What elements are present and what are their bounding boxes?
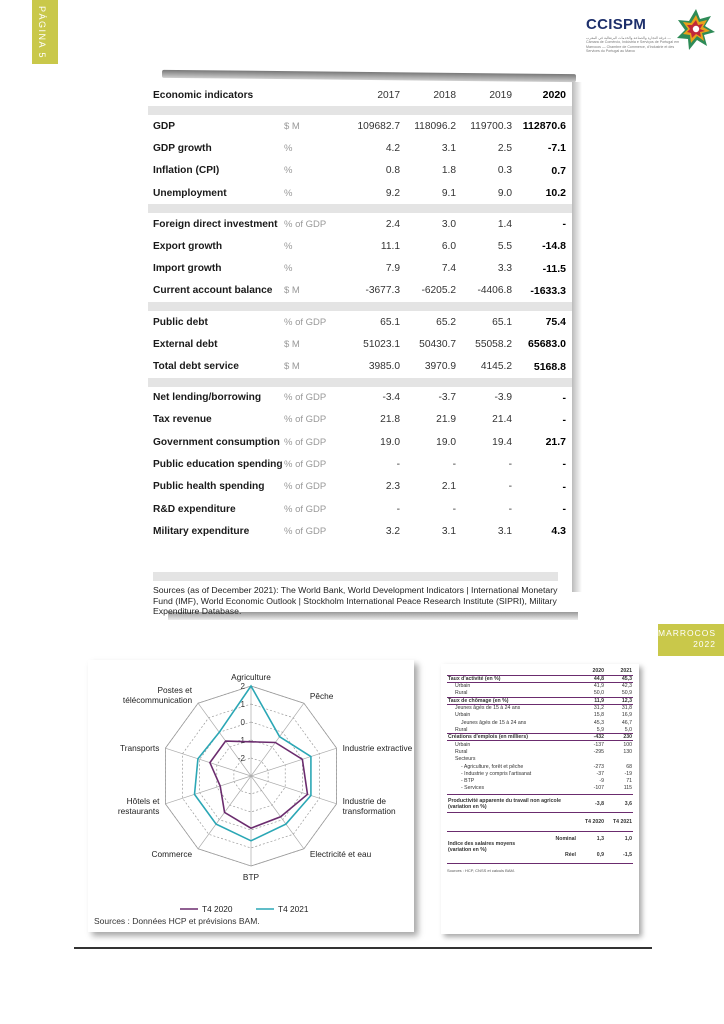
paper-shadow <box>572 82 582 592</box>
economic-indicators-table <box>148 84 572 542</box>
table-cell: 0.8 <box>385 165 400 177</box>
row-label: Créations d'emplois (en milliers) <box>447 734 577 741</box>
table-cell <box>577 756 605 763</box>
table-cell: 31,2 <box>593 705 604 712</box>
productivity-table <box>447 794 633 831</box>
indicator-label: Public health spending <box>153 481 265 493</box>
table-row <box>447 726 633 733</box>
indicator-label: Inflation (CPI) <box>153 165 220 177</box>
table-cell: -1633.3 <box>530 284 566 297</box>
radar-spoke <box>165 776 251 804</box>
indicator-unit: % of GDP <box>284 218 327 230</box>
table-cell: 44,8 <box>577 675 605 682</box>
table-cell: 9.2 <box>385 187 400 199</box>
radar-category-label: Industrie de transformation <box>342 795 396 816</box>
year-header: 2019 <box>489 89 512 101</box>
table-cell: -4406.8 <box>477 285 512 297</box>
table-row <box>148 137 572 159</box>
indicator-unit: % <box>284 165 293 177</box>
section-tab-year: 2022 <box>693 639 716 649</box>
table-cell: -295 <box>593 748 604 755</box>
table-cell: 2.3 <box>385 481 400 493</box>
radar-sources: Sources : Données HCP et prévisions BAM. <box>94 916 260 926</box>
table-cell: Nominal <box>555 836 576 843</box>
table-row <box>148 280 572 302</box>
table-row <box>148 476 572 498</box>
paper-shadow <box>162 70 576 82</box>
table-row <box>447 734 633 741</box>
radar-spoke <box>251 748 337 776</box>
table-cell: 4.3 <box>551 525 566 538</box>
indicator-label: Import growth <box>153 263 222 275</box>
table-cell: - <box>396 458 400 470</box>
table-cell: 65683.0 <box>528 338 566 351</box>
table-cell: 42,3 <box>621 683 632 690</box>
table-cell: 65.2 <box>436 316 456 328</box>
productivity-label: Productivité apparente du travail non agricole (variation en %) <box>447 795 577 813</box>
table-row <box>447 785 633 792</box>
table-cell: - <box>562 391 566 404</box>
table-cell: 45,3 <box>593 719 604 726</box>
table-row <box>447 831 633 847</box>
table-cell: 11,9 <box>577 697 605 704</box>
indicator-unit: % <box>284 187 293 199</box>
table-cell: 5,0 <box>624 726 632 733</box>
table-row <box>148 355 572 377</box>
table-cell: 50430.7 <box>419 338 456 350</box>
year-header: 2020 <box>577 668 605 675</box>
year-header: 2017 <box>377 89 400 101</box>
quarter-header: T4 2021 <box>612 818 632 825</box>
table-cell: 3985.0 <box>368 361 400 373</box>
section-tab <box>658 624 724 656</box>
table-cell: -37 <box>596 770 604 777</box>
table-cell: 3.0 <box>441 218 456 230</box>
table-row <box>148 115 572 137</box>
economic-indicators-figure <box>148 72 576 620</box>
indicator-unit: % <box>284 142 293 154</box>
table-cell: - <box>562 218 566 231</box>
table-cell: 55058.2 <box>475 338 512 350</box>
table-cell: 1.4 <box>497 218 512 230</box>
table-cell: 75.4 <box>545 316 566 329</box>
table-row <box>447 741 633 748</box>
row-label: Jeunes âgés de 15 à 24 ans <box>455 705 521 712</box>
table-cell: 4145.2 <box>480 361 512 373</box>
table-cell: - <box>452 503 456 515</box>
table-cell: 21.8 <box>380 414 400 426</box>
table-cell: 7.4 <box>441 263 456 275</box>
radar-category-label: Transports <box>120 743 160 754</box>
table-row <box>447 719 633 726</box>
row-label: Rural <box>455 748 468 755</box>
table-cell: 16,9 <box>621 712 632 719</box>
table-cell: 46,7 <box>621 719 632 726</box>
table-sources: Sources (as of December 2021): The World Bank, World Development Indicators | International Monetary Fund (IMF), World Economic Outlook | Stockholm International Peace Research Institute (SIPRI), Military Expenditure Database. <box>153 572 558 617</box>
indicator-unit: % of GDP <box>284 436 327 448</box>
table-cell: 19.4 <box>492 436 512 448</box>
radar-category-label: Electricité et eau <box>309 848 372 859</box>
row-label: Taux de chômage (en %) <box>447 697 577 704</box>
table-row <box>148 333 572 355</box>
table-row <box>447 683 633 690</box>
indicator-label: Tax revenue <box>153 414 212 426</box>
table-cell: 5168.8 <box>533 360 566 373</box>
table-row <box>148 520 572 542</box>
indicator-label: R&D expenditure <box>153 503 236 515</box>
year-header: 2020 <box>542 89 566 101</box>
table-cell: 11.1 <box>380 240 400 252</box>
table-cell: - <box>562 413 566 426</box>
table-cell: 0.3 <box>497 165 512 177</box>
row-label: Rural <box>455 726 468 733</box>
row-label: - Agriculture, forêt et pêche <box>461 763 524 770</box>
page-divider <box>74 947 652 949</box>
indicator-unit: % of GDP <box>284 458 327 470</box>
table-cell: 3.2 <box>385 525 400 537</box>
table-cell: 31,8 <box>621 705 632 712</box>
table-cell: 115 <box>623 785 632 792</box>
table-cell: - <box>562 458 566 471</box>
table-cell: -3.4 <box>382 392 400 404</box>
radar-category-label: Agriculture <box>231 672 271 682</box>
radar-tick-label: 1 <box>240 700 245 709</box>
row-label: Taux d'activité (en %) <box>447 675 577 682</box>
table-cell: 65.1 <box>492 316 512 328</box>
table-cell: -19 <box>624 770 632 777</box>
table-cell: 1,3 <box>596 836 604 843</box>
wages-label: Indice des salaires moyens (variation en %) <box>448 841 516 854</box>
table-row <box>447 795 633 813</box>
table-row <box>447 777 633 784</box>
indicator-label: Export growth <box>153 240 223 252</box>
table-cell: -6205.2 <box>421 285 456 297</box>
indicator-unit: % <box>284 263 293 275</box>
indicator-unit: % of GDP <box>284 316 327 328</box>
table-cell: 5.5 <box>497 240 512 252</box>
row-label: Urbain <box>455 712 471 719</box>
indicator-unit: $ M <box>284 338 300 350</box>
row-label: Jeunes âgés de 15 à 24 ans <box>461 719 527 726</box>
table-cell: 0.7 <box>551 164 566 177</box>
page-number-label: PÁGINA 5 <box>37 6 47 60</box>
indicator-label: External debt <box>153 338 218 350</box>
radar-spoke <box>251 703 304 776</box>
indicator-label: Unemployment <box>153 187 227 199</box>
table-header-row <box>447 668 633 675</box>
table-row <box>148 160 572 182</box>
row-label: Urbain <box>455 741 471 748</box>
table-row <box>447 697 633 704</box>
table-cell: - <box>396 503 400 515</box>
table-cell: -432 <box>577 734 605 741</box>
table-row <box>148 257 572 279</box>
star-logo-icon <box>676 8 716 52</box>
table-header-row <box>148 84 572 115</box>
table-cell: 119700.3 <box>470 120 512 132</box>
indicator-unit: $ M <box>284 120 300 132</box>
row-label: Urbain <box>455 683 471 690</box>
table-row <box>148 498 572 520</box>
radar-spoke <box>251 776 337 804</box>
table-row <box>148 431 572 453</box>
table-title: Economic indicators <box>153 89 254 101</box>
table-cell: 12,3 <box>605 697 633 704</box>
radar-chart-card <box>88 660 414 932</box>
table-cell: 10.2 <box>545 187 566 200</box>
table-cell: Réel <box>565 851 576 858</box>
table-cell: 0,9 <box>596 851 604 858</box>
table-row <box>447 748 633 755</box>
logo-subtitle: غرفة التجارة والصناعة والخدمات البرتغالية في المغرب — Câmara de Comércio, Indústria e Serviços de Portugal em Marrocos — Chambre de Commerce, d'Industrie et des Services du Portugal au Maroc <box>586 36 680 54</box>
indicator-label: Military expenditure <box>153 525 250 537</box>
indicator-label: Current account balance <box>153 285 273 297</box>
radar-category-label: Hôtels et restaurants <box>117 795 160 816</box>
table-cell: 3,6 <box>605 795 633 813</box>
table-cell: 15,8 <box>593 712 604 719</box>
table-cell: 100 <box>623 741 632 748</box>
table-cell <box>605 756 633 763</box>
indicator-label: GDP <box>153 120 176 132</box>
table-row <box>148 182 572 204</box>
employment-table <box>447 668 633 792</box>
table-cell: 3.1 <box>441 525 456 537</box>
table-cell: 65.1 <box>380 316 400 328</box>
table-cell: 3.1 <box>497 525 512 537</box>
radar-category-label: BTP <box>242 872 260 882</box>
table-cell: -3,8 <box>577 795 605 813</box>
ccispm-logo <box>586 6 718 56</box>
radar-chart <box>88 660 414 932</box>
table-cell: 2.5 <box>497 142 512 154</box>
indicator-label: Total debt service <box>153 361 239 373</box>
table-cell: 19.0 <box>380 436 400 448</box>
row-label: Rural <box>455 690 468 697</box>
table-cell: 7.9 <box>385 263 400 275</box>
table-cell: 3.1 <box>441 142 456 154</box>
table-cell: 109682.7 <box>357 120 400 132</box>
table-cell: 21.9 <box>436 414 456 426</box>
employment-sources: Sources : HCP, CNSS et calculs BAM. <box>447 867 515 873</box>
table-cell: 130 <box>623 748 632 755</box>
table-row <box>447 712 633 719</box>
table-cell: - <box>562 480 566 493</box>
indicator-label: Government consumption <box>153 436 280 448</box>
legend-label: T4 2021 <box>278 904 309 914</box>
table-header-row <box>447 813 633 831</box>
table-cell: 3.3 <box>497 263 512 275</box>
legend-label: T4 2020 <box>202 904 233 914</box>
table-cell: 2.1 <box>441 481 456 493</box>
indicator-unit: % of GDP <box>284 503 327 515</box>
radar-category-label: Pêche <box>309 691 334 702</box>
table-row <box>447 675 633 682</box>
table-cell: 118096.2 <box>414 120 456 132</box>
table-cell: - <box>562 503 566 515</box>
table-row <box>148 378 572 409</box>
table-cell: -273 <box>593 763 604 770</box>
table-cell: 45,3 <box>605 675 633 682</box>
indicator-unit: % <box>284 240 293 252</box>
table-cell: 1.8 <box>441 165 456 177</box>
table-cell: -11.5 <box>542 262 566 275</box>
table-cell: 41,9 <box>593 683 604 690</box>
table-row <box>148 453 572 475</box>
table-cell: - <box>452 458 456 470</box>
table-cell: -9 <box>599 778 604 785</box>
indicator-label: Foreign direct investment <box>153 218 278 230</box>
table-cell: 9.0 <box>497 187 512 199</box>
radar-tick-label: -2 <box>237 754 245 763</box>
year-header: 2021 <box>605 668 633 675</box>
table-row <box>447 690 633 697</box>
table-cell: 3970.9 <box>424 361 456 373</box>
table-row <box>148 302 572 333</box>
table-cell: -3677.3 <box>365 285 400 297</box>
indicator-label: GDP growth <box>153 142 212 154</box>
table-cell: -14.8 <box>542 240 566 253</box>
table-row <box>148 204 572 235</box>
table-cell: 112870.6 <box>522 120 566 133</box>
table-cell: 9.1 <box>441 187 456 199</box>
table-cell: 5,9 <box>596 726 604 733</box>
employment-table-card <box>441 664 639 934</box>
table-cell: -7.1 <box>547 142 566 155</box>
table-cell: 50,9 <box>621 690 632 697</box>
table-cell: 6.0 <box>441 240 456 252</box>
radar-tick-label: -1 <box>237 736 245 745</box>
indicator-unit: % of GDP <box>284 414 327 426</box>
indicator-unit: $ M <box>284 285 300 297</box>
year-header: 2018 <box>433 89 456 101</box>
table-cell: 1,0 <box>624 836 632 843</box>
table-cell: 68 <box>626 763 632 770</box>
radar-category-label: Postes et télécommunication <box>122 685 193 706</box>
table-cell: - <box>508 458 512 470</box>
table-cell: -3.7 <box>438 392 456 404</box>
indicator-label: Net lending/borrowing <box>153 392 262 404</box>
table-cell: -137 <box>593 741 604 748</box>
table-cell: 21.7 <box>545 436 566 449</box>
table-cell: - <box>508 481 512 493</box>
indicator-unit: $ M <box>284 361 300 373</box>
indicator-unit: % of GDP <box>284 525 327 537</box>
indicator-label: Public debt <box>153 316 208 328</box>
indicator-unit: % of GDP <box>284 392 327 404</box>
table-cell: -107 <box>593 785 604 792</box>
table-cell: 230 <box>605 734 633 741</box>
table-row <box>148 235 572 257</box>
logo-name: CCISPM <box>586 16 647 33</box>
table-cell: 71 <box>626 778 632 785</box>
table-cell: 51023.1 <box>363 338 400 350</box>
table-cell: 2.4 <box>385 218 400 230</box>
section-tab-country: MARROCOS <box>658 628 717 638</box>
table-row <box>148 409 572 431</box>
quarter-header: T4 2020 <box>584 818 604 825</box>
table-cell: 19.0 <box>436 436 456 448</box>
radar-tick-label: 0 <box>240 718 245 727</box>
radar-category-label: Industrie extractive <box>342 743 413 754</box>
indicator-label: Public education spending <box>153 458 283 470</box>
table-row <box>447 704 633 711</box>
table-row <box>447 756 633 763</box>
wages-table <box>447 831 633 864</box>
table-cell: -3.9 <box>494 392 512 404</box>
page-number-tab <box>32 0 58 64</box>
table-row <box>447 763 633 770</box>
table-row <box>447 770 633 777</box>
row-label: - Industrie y compris l'artisanat <box>461 770 532 777</box>
indicator-unit: % of GDP <box>284 481 327 493</box>
table-cell: - <box>508 503 512 515</box>
radar-tick-label: 2 <box>240 682 245 691</box>
table-cell: 21.4 <box>492 414 512 426</box>
table-cell: -1,5 <box>623 851 632 858</box>
table-cell: 4.2 <box>385 142 400 154</box>
row-label: - BTP <box>461 778 475 785</box>
table-cell: 50,0 <box>593 690 604 697</box>
radar-category-label: Commerce <box>151 848 193 859</box>
row-label: - Services <box>461 785 485 792</box>
row-label: Secteurs <box>455 756 476 763</box>
